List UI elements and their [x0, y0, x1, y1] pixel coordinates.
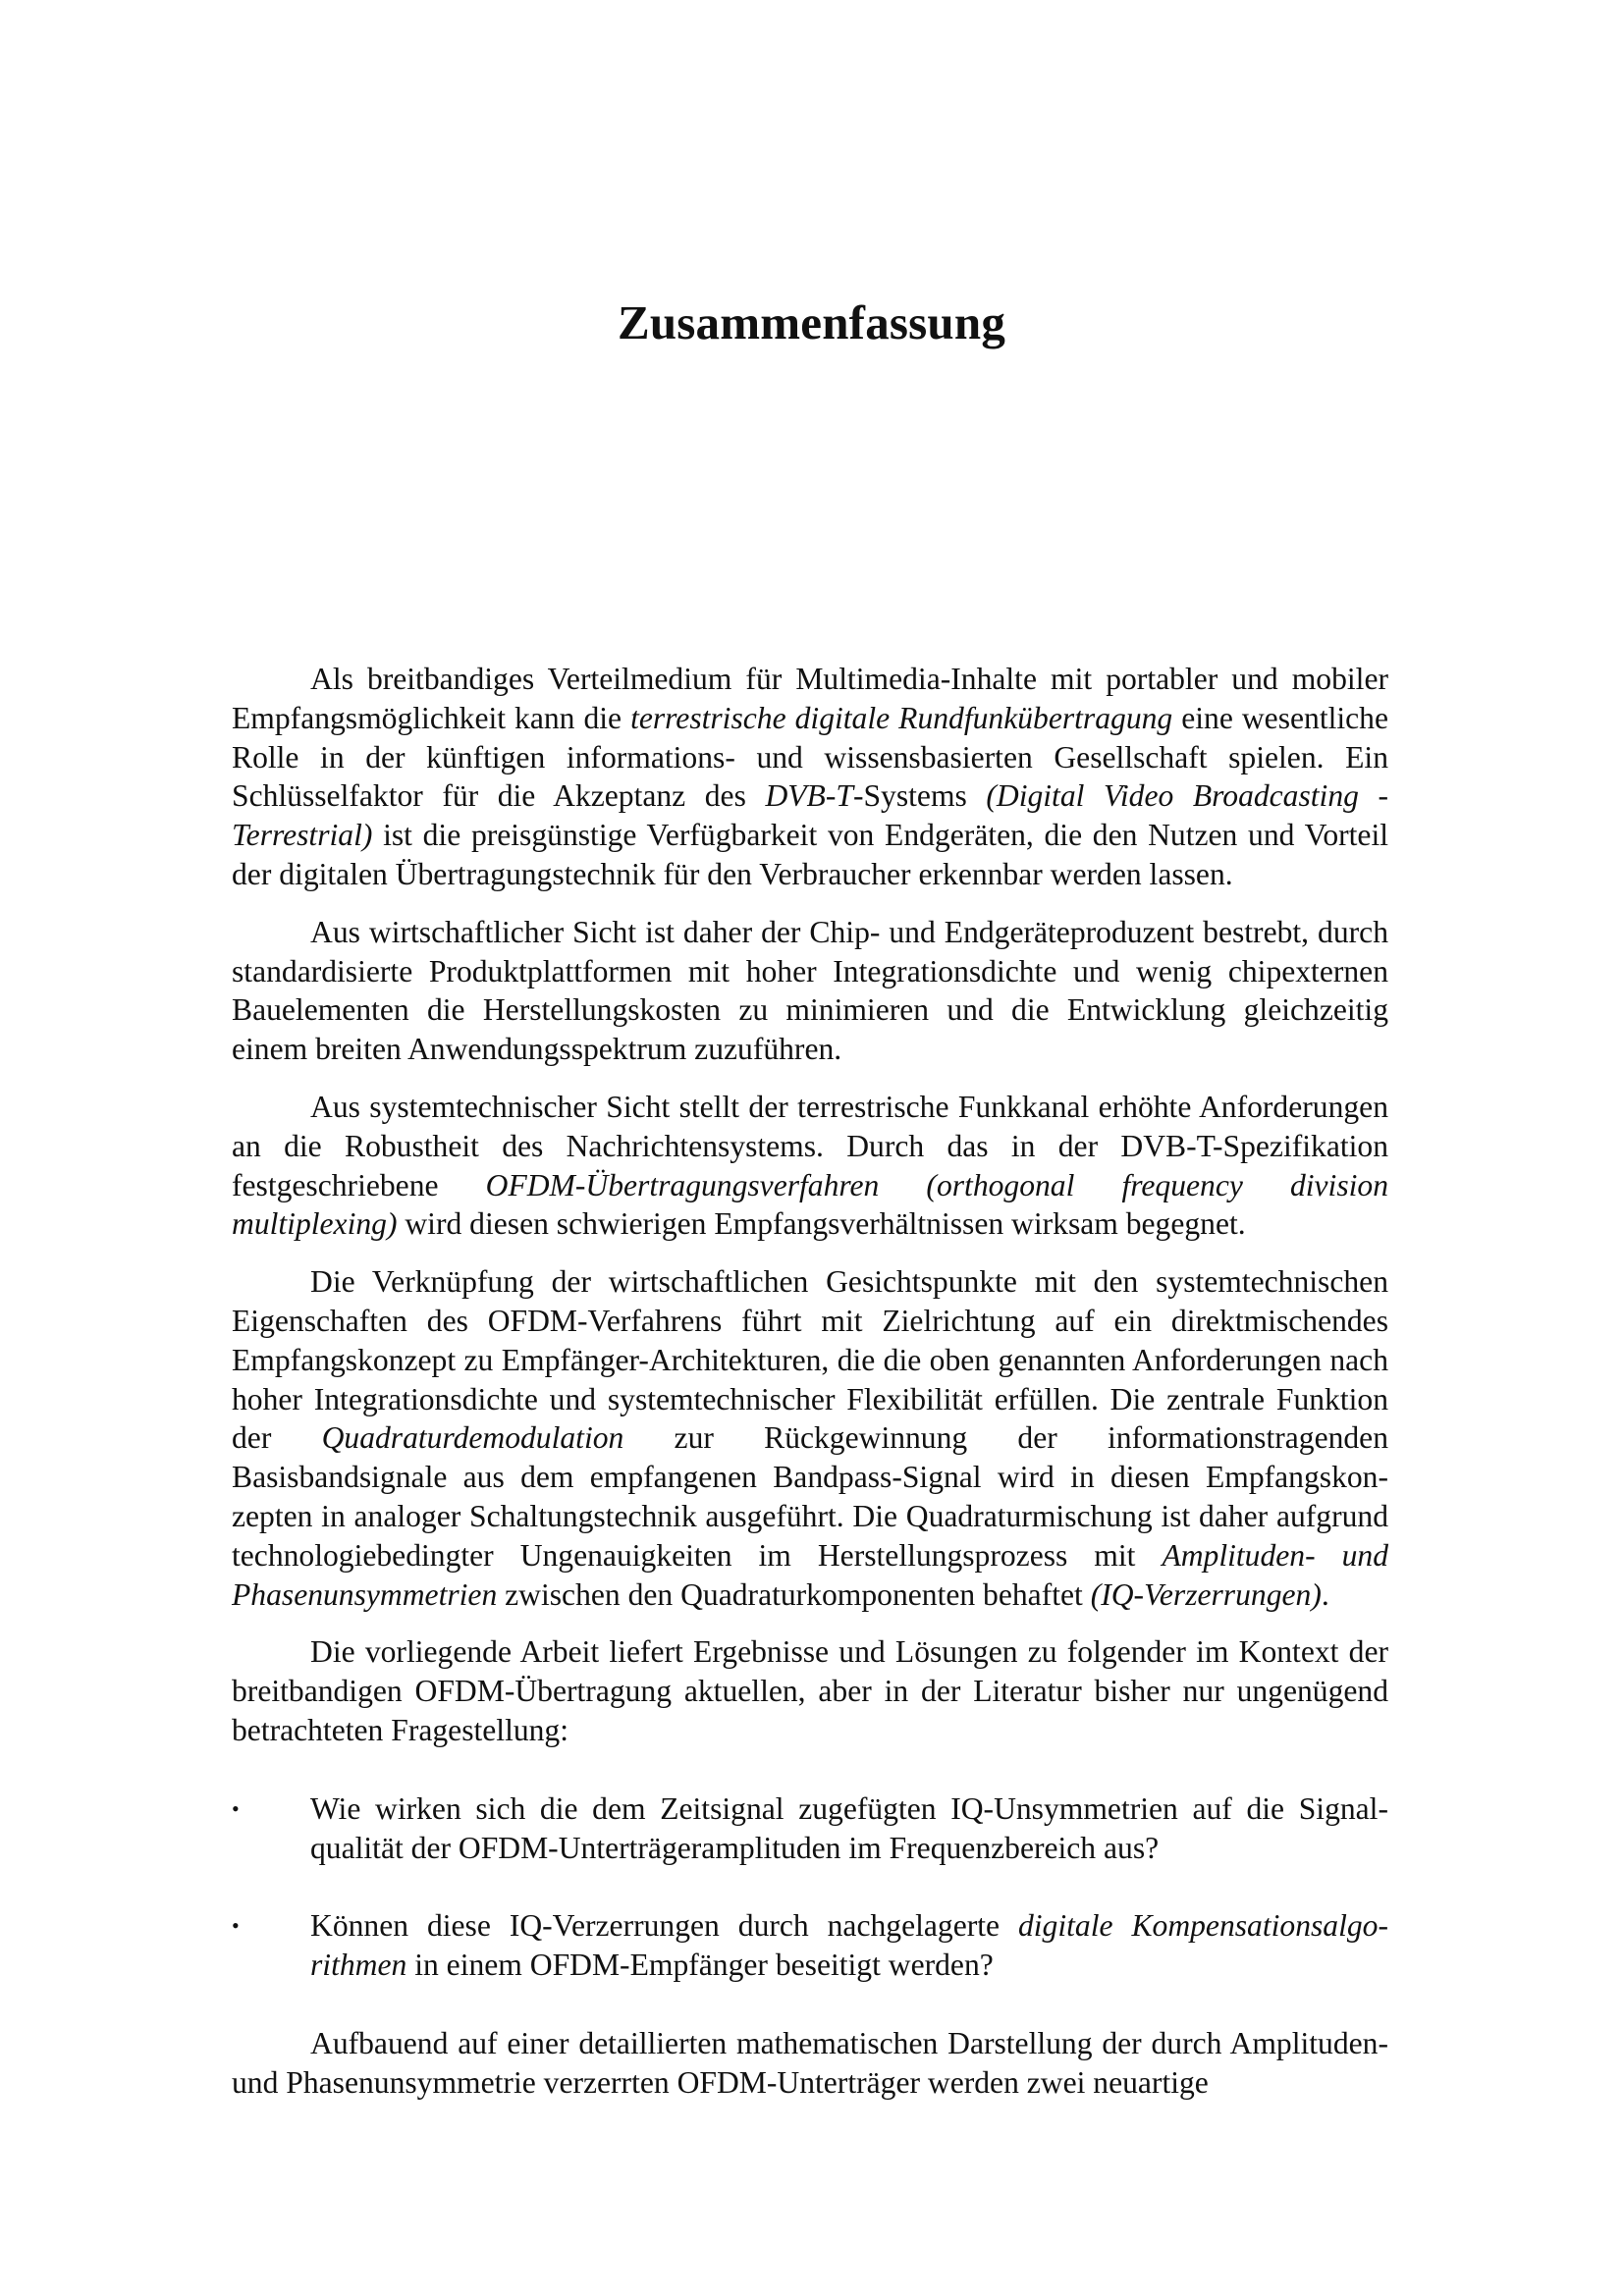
list-item	[232, 1789, 1388, 1868]
list-item	[232, 1906, 1388, 1985]
emphasis-term: (Digital Video Broadcasting - Terrestrial)	[232, 778, 1388, 853]
text-span: Wie wirken sich die dem Zeitsignal zugefügten IQ-Unsymmetrien auf die Signalqualität der OFDM-Unterträgeramplituden im Frequenzbereich aus?	[310, 1790, 1388, 1865]
text-span: Können diese IQ-Verzerrungen durch nachgelagerte	[310, 1908, 1018, 1944]
page-title: Zusammenfassung	[617, 295, 1006, 349]
text-span: Aus wirtschaftlicher Sicht ist daher der Chip- und Endgeräteproduzent bestrebt, durch standardisierte Produktplattformen mit hoher Integrationsdichte und wenig chipexternen Bauelementen die Herstellungskosten zu minimieren und die Entwicklung gleichzeitig einem breiten Anwendungsspektrum zuzuführen.	[232, 914, 1388, 1067]
text-span: .	[1321, 1576, 1329, 1612]
text-span: Die Verknüpfung der wirtschaftlichen Gesichtspunkte mit den systemtechnischen Eigenschaften des OFDM-Verfahrens führt mit Zielrichtung auf ein direktmischendes Empfangskonzept zu Empfänger-Architekturen, die die oben genannten Anforderungen nach hoher Integrationsdichte und systemtechnischer Flexibilität erfüllen. Die zentrale Funktion der	[232, 1264, 1388, 1456]
paragraph-economic-view	[232, 913, 1388, 1069]
text-span: Die vorliegende Arbeit liefert Ergebnisse und Lösungen zu folgender im Kontext der breitbandigen OFDM-Übertragung aktuellen, aber in der Literatur bisher nur ungenügend betrachteten Fragestellung:	[232, 1634, 1388, 1747]
bullet-icon: •	[232, 1913, 240, 1939]
body-text	[232, 660, 1388, 2121]
text-span: wird diesen schwierigen Empfangsverhältnissen wirksam begegnet.	[397, 1206, 1246, 1242]
emphasis-term: Amplituden- und Phasenunsymmetrien	[232, 1537, 1389, 1612]
paragraph-approach	[232, 2024, 1388, 2103]
text-span: -Systems	[852, 778, 987, 814]
emphasis-term: DVB-T	[765, 778, 853, 814]
paragraph-intro	[232, 660, 1388, 894]
text-span: eine wesentliche Rolle in der künftigen informations- und wissensbasierten Gesellschaft spielen. Ein Schlüsselfaktor für die Akzeptanz des	[232, 700, 1388, 814]
text-span: in einem OFDM-Empfänger beseitigt werden?	[406, 1948, 994, 1983]
bullet-icon: •	[232, 1795, 240, 1821]
emphasis-term: terrestrische digitale Rundfunkübertragung	[630, 700, 1173, 735]
text-span: Als breitbandiges Verteilmedium für Multimedia-Inhalte mit portabler und mobiler Empfangsmöglichkeit kann die	[232, 662, 1388, 735]
text-span: zur Rückgewinnung der informationstragenden Basisbandsignale aus dem empfangenen Bandpass-Signal wird in diesen Empfangskonzepten in analoger Schaltungstechnik ausgeführt. Die Quadraturmischung ist daher aufgrund technologiebedingter Ungenauigkeiten im Herstellungsprozess mit	[232, 1420, 1389, 1573]
emphasis-term: OFDM-Übertragungsverfahren (orthogonal frequency division multiplexing)	[232, 1167, 1388, 1242]
question-list	[232, 1789, 1388, 1985]
text-span: Aus systemtechnischer Sicht stellt der terrestrische Funkkanal erhöhte Anforderungen an die Robustheit des Nachrichtensystems. Durch das in der DVB-T-Spezifikation festgeschriebene	[232, 1089, 1388, 1202]
emphasis-term: Quadraturdemodulation	[321, 1420, 624, 1456]
paragraph-research-question	[232, 1632, 1388, 1749]
text-span: zwischen den Quadraturkomponenten behaftet	[497, 1576, 1091, 1612]
text-span: ist die preisgünstige Verfügbarkeit von Endgeräten, die den Nutzen und Vorteil der digitalen Übertragungstechnik für den Verbraucher erkennbar werden lassen.	[232, 818, 1388, 891]
emphasis-term: digitale Kompensationsalgorithmen	[310, 1908, 1388, 1983]
paragraph-quadrature	[232, 1262, 1388, 1614]
paragraph-system-view	[232, 1088, 1388, 1244]
emphasis-term: (IQ-Verzerrungen)	[1090, 1576, 1322, 1612]
text-span: Aufbauend auf einer detaillierten mathematischen Darstellung der durch Amplituden- und Phasenunsymmetrie verzerrten OFDM-Unterträger werden zwei neuartige	[232, 2025, 1388, 2100]
